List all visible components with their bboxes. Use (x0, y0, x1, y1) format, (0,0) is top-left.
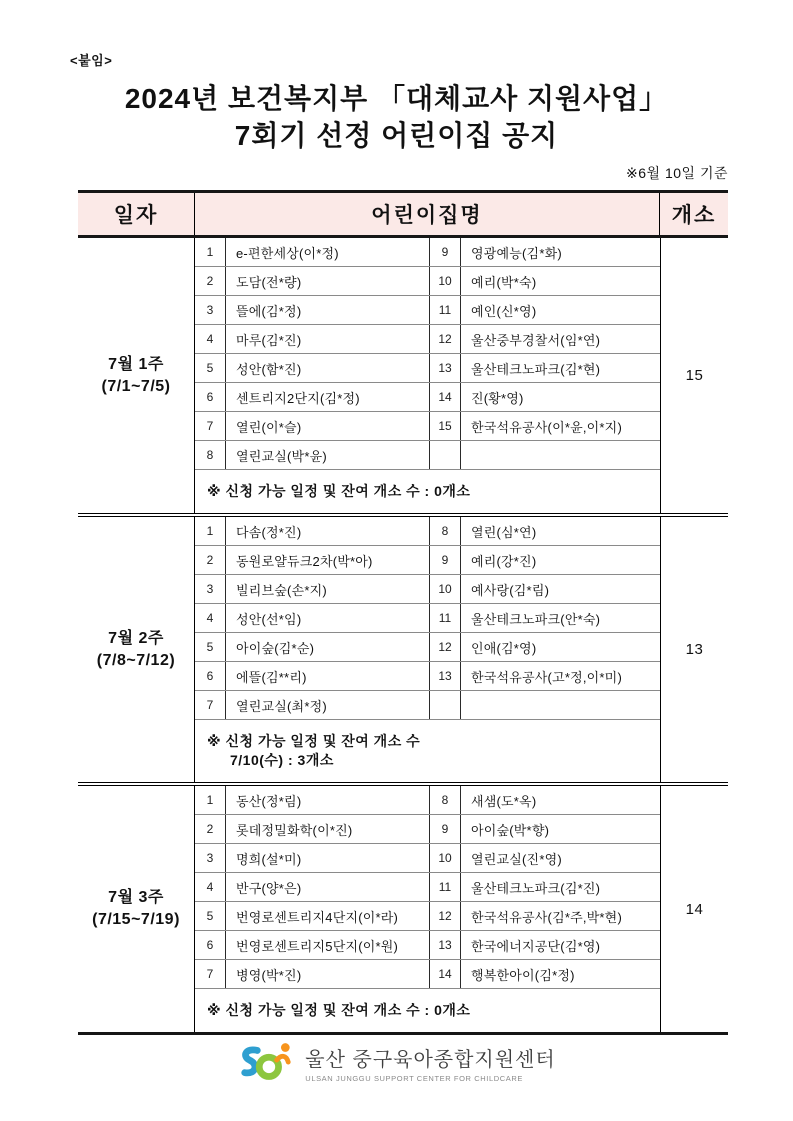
center-number: 10 (430, 267, 461, 295)
center-number: 11 (430, 873, 461, 901)
center-number: 9 (430, 238, 461, 266)
center-name: 예사랑(김*림) (471, 582, 550, 598)
week-2-centers (195, 517, 660, 782)
center-number: 5 (195, 633, 226, 661)
center-name: 반구(양*은) (226, 873, 430, 901)
availability-note-line1: ※ 신청 가능 일정 및 잔여 개소 수 : 0개소 (207, 1002, 471, 1018)
selection-table (78, 190, 728, 1035)
center-name: 명희(설*미) (226, 844, 430, 872)
center-name: e-편한세상(이*정) (226, 238, 430, 266)
center-name: 울산테크노파크(김*진) (471, 880, 601, 896)
center-number: 4 (195, 873, 226, 901)
center-number: 2 (195, 546, 226, 574)
table-row (195, 633, 660, 662)
center-name: 예인(신*영) (471, 303, 537, 319)
table-row (195, 325, 660, 354)
center-number: 2 (195, 267, 226, 295)
center-name: 성안(선*임) (226, 604, 430, 632)
center-name: 아이숲(김*순) (226, 633, 430, 661)
table-row (195, 662, 660, 691)
center-name: 예리(강*진) (471, 553, 537, 569)
center-name: 동산(정*림) (226, 786, 430, 814)
center-number: 14 (430, 383, 461, 411)
week-1-centers (195, 238, 660, 513)
center-name: 열린교실(박*윤) (226, 441, 430, 469)
center-name: 성안(함*진) (226, 354, 430, 382)
week-3-count: 14 (660, 786, 728, 1032)
center-number: 13 (430, 354, 461, 382)
week-3-label: 7월 3주 (108, 889, 164, 906)
center-number: 12 (430, 902, 461, 930)
center-number: 13 (430, 662, 461, 690)
table-row (195, 960, 660, 989)
center-name: 다솜(정*진) (226, 517, 430, 545)
center-number: 12 (430, 325, 461, 353)
center-name: 영광예능(김*화) (471, 245, 562, 261)
center-number: 5 (195, 902, 226, 930)
center-logo-icon (237, 1040, 295, 1086)
center-number: 1 (195, 786, 226, 814)
center-name: 병영(박*진) (226, 960, 430, 988)
center-number: 8 (430, 517, 461, 545)
page-title-line1: 2024년 보건복지부 「대체교사 지원사업」 (124, 83, 669, 114)
table-row (195, 546, 660, 575)
center-number: 2 (195, 815, 226, 843)
center-name: 울산중부경찰서(임*연) (471, 332, 601, 348)
table-row (195, 604, 660, 633)
availability-note (195, 989, 660, 1032)
center-number: 6 (195, 662, 226, 690)
week-1-label: 7월 1주 (108, 355, 164, 373)
table-row (195, 786, 660, 815)
center-name: 빌리브숲(손*지) (226, 575, 430, 603)
week-2-count: 13 (660, 517, 728, 782)
center-number: 11 (430, 604, 461, 632)
table-row (195, 844, 660, 873)
week-1-count: 15 (660, 238, 728, 513)
table-row (195, 354, 660, 383)
center-number: 13 (430, 931, 461, 959)
header-count: 개소 (671, 204, 717, 227)
table-row (195, 267, 660, 296)
center-number: 10 (430, 575, 461, 603)
center-name: 뜰에(김*정) (226, 296, 430, 324)
center-name: 열린교실(최*정) (226, 691, 430, 719)
center-name: 아이숲(박*향) (471, 822, 550, 838)
center-number: 8 (430, 786, 461, 814)
center-name: 진(황*영) (471, 390, 524, 406)
center-number: 7 (195, 412, 226, 440)
center-name: 예리(박*숙) (471, 274, 537, 290)
header-center-name: 어린이집명 (195, 193, 660, 235)
table-row (195, 412, 660, 441)
center-name: 인애(김*영) (471, 640, 537, 656)
center-number: 4 (195, 325, 226, 353)
week-1-range: (7/1~7/5) (101, 377, 171, 395)
center-name: 한국석유공사(이*윤,이*지) (471, 419, 622, 435)
table-row (195, 575, 660, 604)
table-row (195, 815, 660, 844)
table-row (195, 296, 660, 325)
center-number: 4 (195, 604, 226, 632)
center-number: 9 (430, 815, 461, 843)
center-name (461, 691, 660, 719)
center-number: 3 (195, 844, 226, 872)
center-number (430, 691, 461, 719)
center-name: 행복한아이(김*정) (471, 967, 575, 983)
center-number: 6 (195, 931, 226, 959)
attachment-label: <붙임> (70, 53, 113, 68)
center-name: 한국석유공사(고*정,이*미) (471, 669, 622, 685)
table-header-row (78, 190, 728, 238)
center-name: 울산테크노파크(김*현) (471, 361, 601, 377)
footer-org (305, 1043, 555, 1083)
week-section-1 (78, 238, 728, 517)
availability-note-line1: ※ 신청 가능 일정 및 잔여 개소 수 : 0개소 (207, 483, 471, 499)
week-3-date-cell (78, 786, 195, 1032)
center-number: 3 (195, 575, 226, 603)
table-row (195, 517, 660, 546)
center-name: 한국석유공사(김*주,박*현) (471, 909, 622, 925)
center-number: 1 (195, 517, 226, 545)
page-title (0, 80, 793, 154)
center-name: 한국에너지공단(김*영) (471, 938, 601, 954)
center-name: 마루(김*진) (226, 325, 430, 353)
table-row (195, 238, 660, 267)
week-3-range: (7/15~7/19) (92, 911, 180, 928)
center-name: 동원로얄듀크2차(박*아) (226, 546, 430, 574)
center-number: 9 (430, 546, 461, 574)
week-section-3 (78, 786, 728, 1035)
table-row (195, 383, 660, 412)
center-name: 번영로센트리지4단지(이*라) (226, 902, 430, 930)
center-name: 울산테크노파크(안*숙) (471, 611, 601, 627)
center-number: 14 (430, 960, 461, 988)
week-1-date-cell (78, 238, 195, 513)
header-date: 일자 (78, 193, 195, 235)
center-number: 15 (430, 412, 461, 440)
footer-org-name: 울산 중구육아종합지원센터 (305, 1049, 556, 1071)
table-row (195, 902, 660, 931)
center-number: 11 (430, 296, 461, 324)
center-name: 센트리지2단지(김*정) (226, 383, 430, 411)
center-name: 번영로센트리지5단지(이*원) (226, 931, 430, 959)
table-row (195, 931, 660, 960)
center-number: 1 (195, 238, 226, 266)
availability-note-line1: ※ 신청 가능 일정 및 잔여 개소 수 (207, 733, 421, 749)
center-number: 5 (195, 354, 226, 382)
center-name: 열린(심*연) (471, 524, 537, 540)
footer-org-name-en: ULSAN JUNGGU SUPPORT CENTER FOR CHILDCARE (305, 1074, 523, 1083)
center-name: 롯데정밀화학(이*진) (226, 815, 430, 843)
center-number: 7 (195, 960, 226, 988)
center-number: 8 (195, 441, 226, 469)
center-name: 새샘(도*옥) (471, 793, 537, 809)
week-section-2 (78, 517, 728, 786)
reference-date-note: ※6월 10일 기준 (626, 165, 728, 181)
week-2-label: 7월 2주 (108, 629, 164, 647)
table-row (195, 873, 660, 902)
availability-note (195, 720, 660, 782)
center-name: 에뜰(김**리) (226, 662, 430, 690)
table-row (195, 441, 660, 470)
footer (0, 1040, 793, 1086)
center-name (461, 441, 660, 469)
week-2-range: (7/8~7/12) (96, 651, 176, 669)
availability-note-line2: 7/10(수) : 3개소 (230, 752, 334, 768)
center-number: 12 (430, 633, 461, 661)
center-name: 열린교실(진*영) (471, 851, 562, 867)
center-number: 10 (430, 844, 461, 872)
table-row (195, 691, 660, 720)
center-number: 3 (195, 296, 226, 324)
center-name: 열린(이*슬) (226, 412, 430, 440)
week-3-centers (195, 786, 660, 1032)
center-number (430, 441, 461, 469)
center-name: 도담(전*량) (226, 267, 430, 295)
center-number: 6 (195, 383, 226, 411)
week-2-date-cell (78, 517, 195, 782)
page-title-line2: 7회기 선정 어린이집 공지 (234, 120, 559, 151)
availability-note (195, 470, 660, 513)
center-number: 7 (195, 691, 226, 719)
